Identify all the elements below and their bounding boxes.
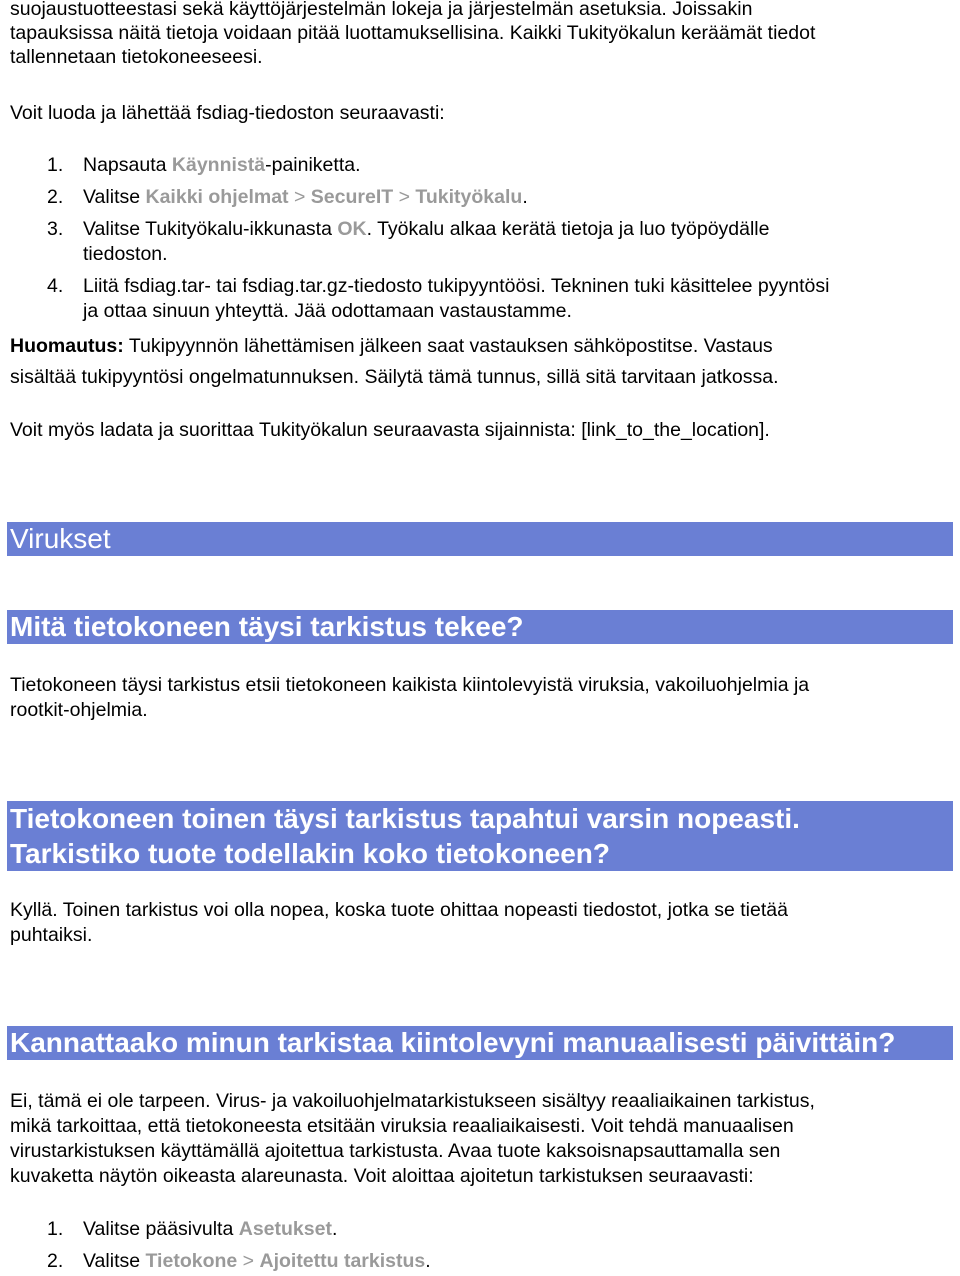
answer-line: mikä tarkoittaa, että tietokoneesta etsitään viruksia reaaliaikaisesti. Voit tehdä manuaalisen <box>10 1115 794 1137</box>
ui-label-settings: Asetukset <box>238 1218 332 1240</box>
ui-label-ok: OK <box>337 218 367 240</box>
list-item: 2. Valitse Tietokone > Ajoitettu tarkistus. <box>47 1250 431 1272</box>
fsdiag-steps-list <box>10 153 945 324</box>
list-number: 4. <box>47 275 64 297</box>
fsdiag-lead <box>10 101 945 126</box>
question-heading-second-scan <box>7 801 953 871</box>
ui-label-start: Käynnistä <box>171 154 266 176</box>
intro-paragraph <box>10 0 945 69</box>
answer-line: Tietokoneen täysi tarkistus etsii tietokoneen kaikista kiintolevyistä viruksia, vakoiluohjelmia ja <box>10 674 810 696</box>
answer-manual-scan <box>10 1089 945 1189</box>
heading-line: Tarkistiko tuote todellakin koko tietokoneen? <box>10 838 611 869</box>
list-number: 2. <box>47 1250 64 1272</box>
note-line: Huomautus: Tukipyynnön lähettämisen jälkeen saat vastauksen sähköpostitse. Vastaus <box>10 335 773 357</box>
note-label: Huomautus: <box>10 335 124 357</box>
question-heading-full-scan: Mitä tietokoneen täysi tarkistus tekee? <box>7 610 953 644</box>
answer-line: puhtaiksi. <box>10 924 93 946</box>
answer-line: virustarkistuksen käyttämällä ajoitettua tarkistusta. Avaa tuote kaksoisnapsauttamalla sen <box>10 1140 781 1162</box>
list-number: 1. <box>47 1218 64 1240</box>
ui-label-computer: Tietokone <box>145 1250 238 1272</box>
answer-second-scan <box>10 898 945 948</box>
list-item: 4. Liitä fsdiag.tar- tai fsdiag.tar.gz-tiedosto tukipyyntöösi. Tekninen tuki käsittelee pyyntösi ja ottaa sinuun yhteyttä. Jää odottamaan vastaustamme. <box>47 275 830 322</box>
ui-label-secureit: SecureIT <box>310 186 394 208</box>
download-text: Voit myös ladata ja suorittaa Tukityökalun seuraavasta sijainnista: [link_to_the_location]. <box>10 419 770 441</box>
answer-line: Kyllä. Toinen tarkistus voi olla nopea, koska tuote ohittaa nopeasti tiedostot, jotka se tietää <box>10 899 788 921</box>
scheduled-scan-steps-list <box>10 1217 945 1274</box>
answer-line: kuvaketta näytön oikeasta alareunasta. Voit aloittaa ajoitetun tarkistuksen seuraavasti: <box>10 1165 754 1187</box>
list-item: 3. Valitse Tukityökalu-ikkunasta OK. Työkalu alkaa kerätä tietoja ja luo työpöydälle tiedoston. <box>47 218 770 265</box>
answer-full-scan <box>10 673 945 723</box>
list-number: 1. <box>47 154 64 176</box>
download-paragraph <box>10 418 945 443</box>
intro-line: tapauksissa näitä tietoja voidaan pitää luottamuksellisina. Kaikki Tukityökalun keräämät tiedot <box>10 22 816 44</box>
list-number: 2. <box>47 186 64 208</box>
ui-label-support-tool: Tukityökalu <box>415 186 523 208</box>
list-item: 2. Valitse Kaikki ohjelmat > SecureIT > Tukityökalu. <box>47 186 528 208</box>
ui-label-all-programs: Kaikki ohjelmat <box>145 186 289 208</box>
answer-line: rootkit-ohjelmia. <box>10 699 148 721</box>
list-item: 1. Napsauta Käynnistä-painiketta. <box>47 154 361 176</box>
note-paragraph <box>10 331 945 393</box>
answer-line: Ei, tämä ei ole tarpeen. Virus- ja vakoiluohjelmatarkistukseen sisältyy reaaliaikainen tarkistus, <box>10 1090 815 1112</box>
note-line: sisältää tukipyyntösi ongelmatunnuksen. Säilytä tämä tunnus, sillä sitä tarvitaan jatkossa. <box>10 366 779 388</box>
heading-line: Tietokoneen toinen täysi tarkistus tapahtui varsin nopeasti. <box>10 803 800 834</box>
fsdiag-lead-text: Voit luoda ja lähettää fsdiag-tiedoston seuraavasti: <box>10 102 445 124</box>
ui-label-scheduled-scan: Ajoitettu tarkistus <box>259 1250 426 1272</box>
question-heading-manual-scan: Kannattaako minun tarkistaa kiintolevyni manuaalisesti päivittäin? <box>7 1026 953 1060</box>
list-item: 1. Valitse pääsivulta Asetukset. <box>47 1218 338 1240</box>
list-number: 3. <box>47 218 64 240</box>
section-heading-viruses: Virukset <box>7 522 953 556</box>
intro-line: suojaustuotteestasi sekä käyttöjärjestelmän lokeja ja järjestelmän asetuksia. Joissakin <box>10 0 753 20</box>
intro-line: tallennetaan tietokoneeseesi. <box>10 46 263 68</box>
